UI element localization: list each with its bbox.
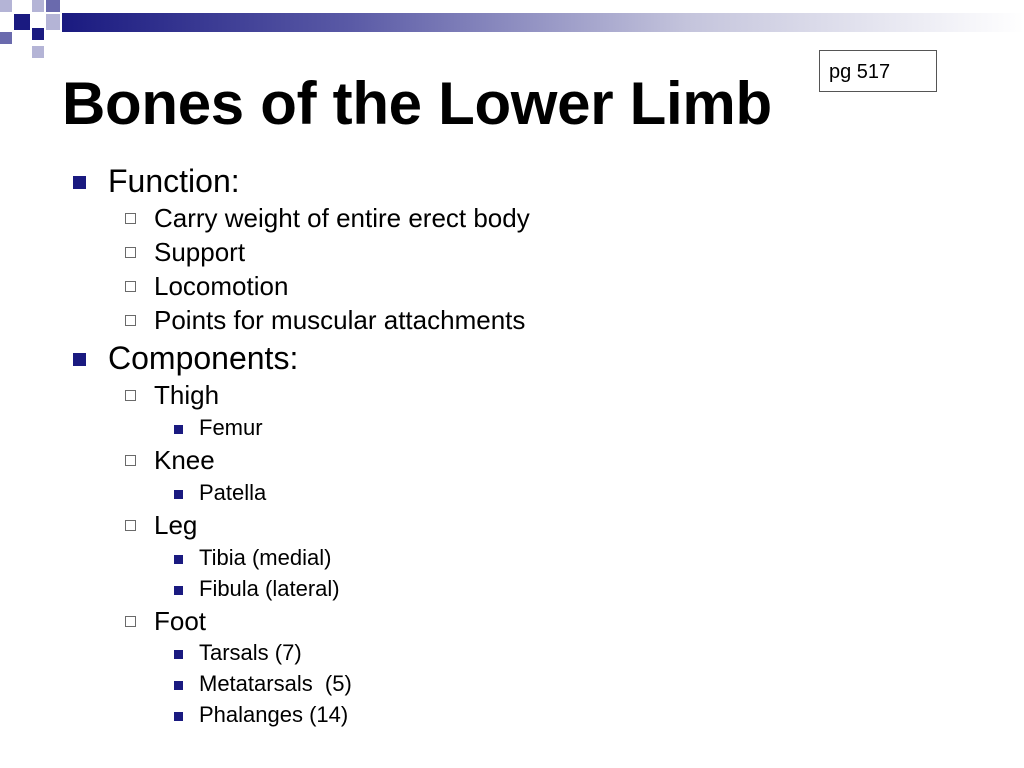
outline-subitem-label: Phalanges (14): [199, 702, 349, 727]
outline-item-label: Support: [154, 237, 246, 267]
hollow-square-bullet-icon: [125, 247, 136, 258]
square-bullet-icon: [174, 586, 183, 595]
outline-item-label: Thigh: [154, 380, 220, 410]
square-bullet-icon: [174, 555, 183, 564]
outline-item-label: Points for muscular attachments: [154, 305, 526, 335]
square-bullet-icon: [174, 712, 183, 721]
outline-item-label: Foot: [154, 606, 207, 636]
square-bullet-icon: [174, 425, 183, 434]
square-bullet-icon: [73, 353, 86, 366]
outline-subitem-label: Femur: [199, 415, 263, 440]
page-reference-box: pg 517: [819, 50, 937, 92]
outline-item-label: Locomotion: [154, 271, 289, 301]
outline-heading-label: Function:: [108, 163, 240, 199]
square-bullet-icon: [174, 681, 183, 690]
square-bullet-icon: [73, 176, 86, 189]
outline-item-label: Carry weight of entire erect body: [154, 203, 530, 233]
hollow-square-bullet-icon: [125, 390, 136, 401]
outline-subitem-label: Metatarsals (5): [199, 671, 352, 696]
hollow-square-bullet-icon: [125, 520, 136, 531]
hollow-square-bullet-icon: [125, 281, 136, 292]
hollow-square-bullet-icon: [125, 213, 136, 224]
outline-subitem-label: Fibula (lateral): [199, 576, 340, 601]
square-bullet-icon: [174, 650, 183, 659]
outline-heading-label: Components:: [108, 340, 299, 376]
square-bullet-icon: [174, 490, 183, 499]
outline-subitem-label: Patella: [199, 480, 267, 505]
hollow-square-bullet-icon: [125, 315, 136, 326]
slide-title: Bones of the Lower Limb: [62, 70, 772, 137]
outline-item-label: Knee: [154, 445, 215, 475]
outline-subitem-label: Tarsals (7): [199, 640, 302, 665]
outline-subitem-label: Tibia (medial): [199, 545, 332, 570]
outline-item-label: Leg: [154, 510, 198, 540]
hollow-square-bullet-icon: [125, 616, 136, 627]
hollow-square-bullet-icon: [125, 455, 136, 466]
